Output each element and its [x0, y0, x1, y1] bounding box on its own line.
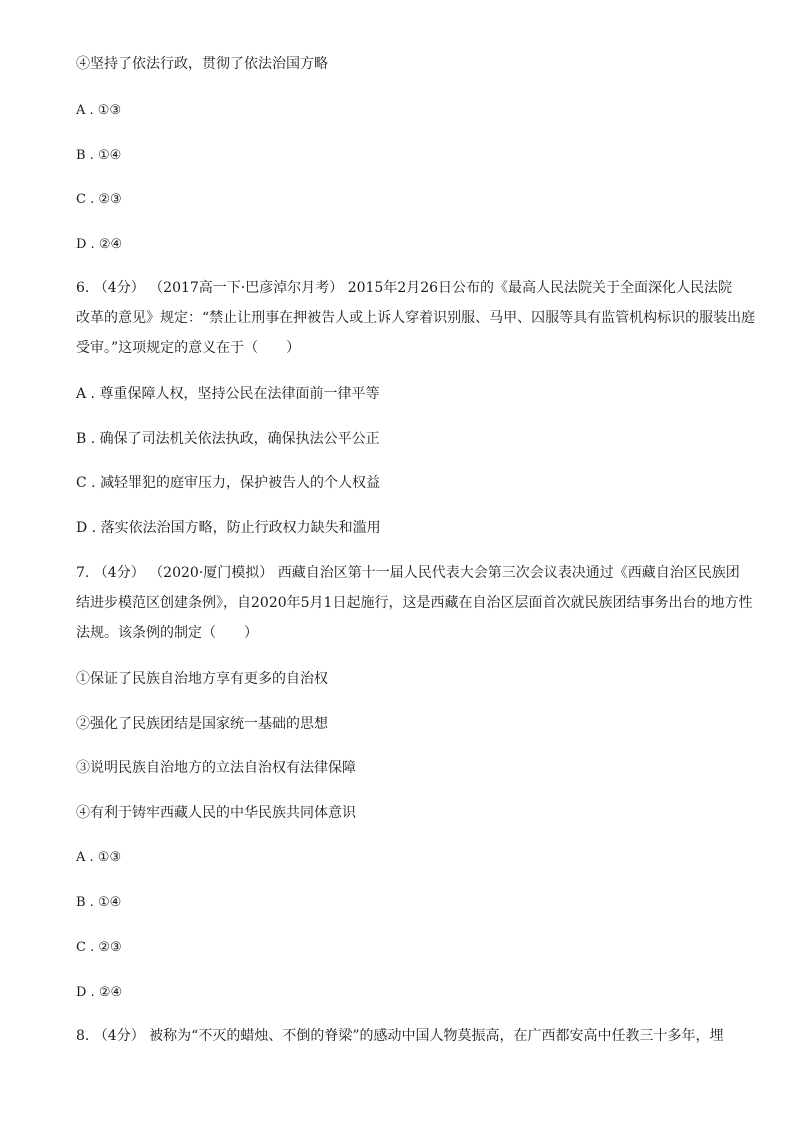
q6-stem — [76, 273, 756, 363]
q8-stem-line: 8. （4分） 被称为“不灭的蜡烛、不倒的脊梁”的感动中国人物莫振高，在广西都安高中任教三十多年，埋 — [76, 1028, 724, 1044]
q5-option-d: D . ②④ — [76, 237, 123, 252]
q5-option-c: C . ②③ — [76, 192, 122, 207]
q7-item-4: ④有利于铸牢西藏人民的中华民族共同体意识 — [76, 805, 356, 821]
q5-option-b: B . ①④ — [76, 148, 122, 163]
q6-stem-line: 改革的意见》规定：“禁止让刑事在押被告人或上诉人穿着识别服、马甲、囚服等具有监管机构标识的服装出庭 — [76, 310, 756, 326]
q6-option-c: C . 减轻罪犯的庭审压力，保护被告人的个人权益 — [76, 475, 381, 491]
q7-stem-line: 7. （4分） （2020·厦门模拟） 西藏自治区第十一届人民代表大会第三次会议表决通过《西藏自治区民族团 — [76, 565, 740, 581]
q7-option-c: C . ②③ — [76, 940, 122, 955]
q6-option-d: D . 落实依法治国方略，防止行政权力缺失和滥用 — [76, 520, 381, 536]
q7-item-2: ②强化了民族团结是国家统一基础的思想 — [76, 716, 328, 732]
q5-item-4: ④坚持了依法行政，贯彻了依法治国方略 — [76, 56, 328, 72]
q6-option-b: B . 确保了司法机关依法执政，确保执法公平公正 — [76, 431, 380, 447]
q6-stem-line: 6. （4分） （2017高一下·巴彦淖尔月考） 2015年2月26日公布的《最高人民法院关于全面深化人民法院 — [76, 280, 733, 296]
q7-option-b: B . ①④ — [76, 895, 122, 910]
q7-item-3: ③说明民族自治地方的立法自治权有法律保障 — [76, 760, 356, 776]
q5-option-a: A . ①③ — [76, 103, 122, 118]
q7-option-d: D . ②④ — [76, 985, 123, 1000]
q7-stem-line: 结进步模范区创建条例》，自2020年5月1日起施行，这是西藏在自治区层面首次就民族团结事务出台的地方性 — [76, 595, 753, 611]
q7-stem-line: 法规。该条例的制定（ ） — [76, 625, 258, 641]
q7-option-a: A . ①③ — [76, 850, 122, 865]
q7-stem — [76, 558, 753, 648]
q6-stem-line: 受审。”这项规定的意义在于（ ） — [76, 340, 301, 356]
q6-option-a: A . 尊重保障人权，坚持公民在法律面前一律平等 — [76, 386, 380, 402]
q7-item-1: ①保证了民族自治地方享有更多的自治权 — [76, 671, 328, 687]
